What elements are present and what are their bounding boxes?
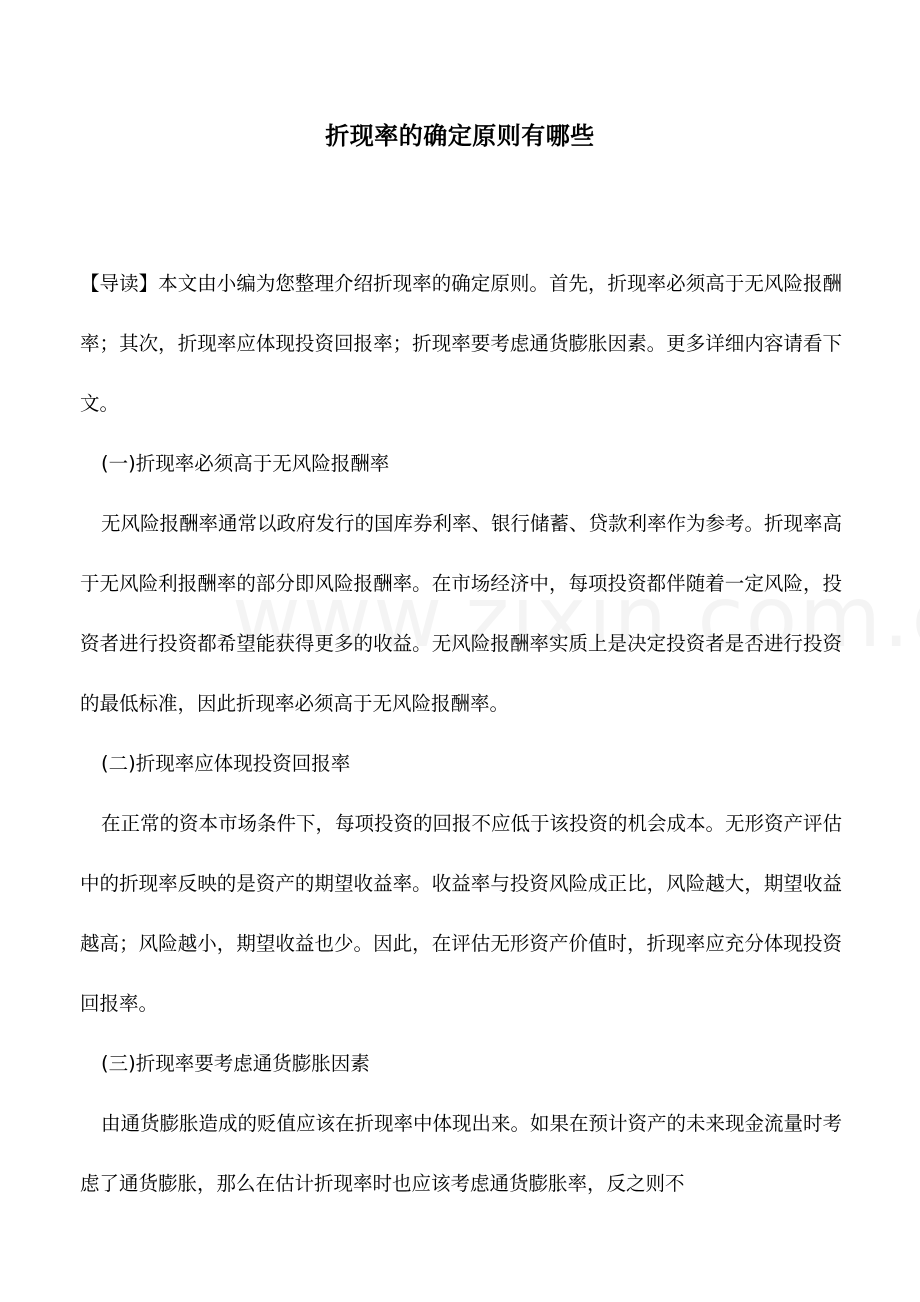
document-body (80, 254, 842, 1214)
section-heading-1: (一)折现率必须高于无风险报酬率 (101, 452, 390, 475)
section-paragraph-1: 无风险报酬率通常以政府发行的国库券利率、银行储蓄、贷款利率作为参考。折现率高于无风险利报酬率的部分即风险报酬率。在市场经济中，每项投资都伴随着一定风险，投资者进行投资都希望能获得更多的收益。无风险报酬率实质上是决定投资者是否进行投资的最低标准，因此折现率必须高于无风险报酬率。 (80, 512, 843, 715)
section-heading-3: (三)折现率要考虑通货膨胀因素 (101, 1052, 370, 1075)
section-paragraph-3: 由通货膨胀造成的贬值应该在折现率中体现出来。如果在预计资产的未来现金流量时考虑了通货膨胀，那么在估计折现率时也应该考虑通货膨胀率，反之则不 (80, 1112, 843, 1195)
section-paragraph-2: 在正常的资本市场条件下，每项投资的回报不应低于该投资的机会成本。无形资产评估中的折现率反映的是资产的期望收益率。收益率与投资风险成正比，风险越大，期望收益越高；风险越小，期望收益也少。因此，在评估无形资产价值时，折现率应充分体现投资回报率。 (80, 812, 843, 1015)
document-title: 折现率的确定原则有哪些 (325, 122, 595, 150)
intro-paragraph: 【导读】本文由小编为您整理介绍折现率的确定原则。首先，折现率必须高于无风险报酬率；其次，折现率应体现投资回报率；折现率要考虑通货膨胀因素。更多详细内容请看下文。 (80, 272, 842, 415)
section-heading-2: (二)折现率应体现投资回报率 (101, 752, 351, 775)
